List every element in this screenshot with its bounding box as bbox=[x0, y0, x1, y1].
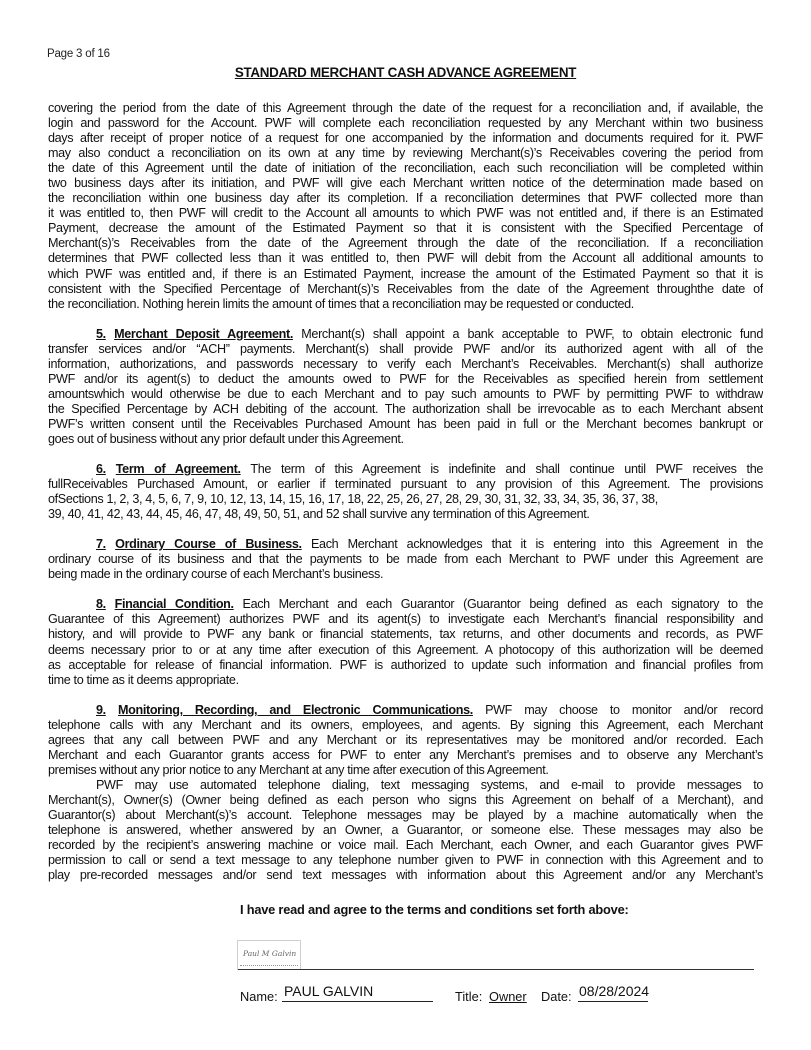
text-line: which PWF was entitled and, if there is an Estimated Payment, increase the amount of the Estimated Payment so that it is bbox=[48, 266, 763, 281]
section-number: 5. bbox=[96, 326, 106, 341]
text-line: login and password for the Account. PWF will complete each reconciliation requested by any Merchant within two business bbox=[48, 116, 763, 131]
name-field[interactable]: PAUL GALVIN bbox=[284, 983, 374, 999]
text-line: play pre-recorded messages and/or send text messages with information about this Agreement and/or any Merchant’s bbox=[48, 868, 763, 883]
signature-script: Paul M Galvin bbox=[243, 949, 297, 958]
section-first-line bbox=[48, 327, 763, 342]
text-line: the reconciliation within one business day after its completion. If a reconciliation determines that PWF collected more than bbox=[48, 191, 763, 206]
text-line: PWF’s written consent until the Receivables Purchased Amount has been paid in full or the Merchant becomes bankrupt or bbox=[48, 416, 763, 431]
text-line: determines that PWF collected less than it was entitled to, then PWF will debit from the Account all additional amounts to bbox=[48, 251, 763, 266]
page-number: Page 3 of 16 bbox=[47, 48, 110, 60]
title-field[interactable]: Owner bbox=[489, 989, 527, 1004]
text-line: covering the period from the date of this Agreement through the date of the request for a reconciliation and, if available, the bbox=[48, 101, 763, 115]
section-heading: Ordinary Course of Business. bbox=[115, 537, 302, 552]
text-line: telephone is answered, whether answered by an Owner, a Guarantor, or someone else. These messages may also be bbox=[48, 823, 763, 838]
text-line: permission to call or send a text message to any telephone number given to PWF in connection with this Agreement and to bbox=[48, 853, 763, 868]
text-line: agrees that any call between PWF and any Merchant or its representatives may be monitored and/or recorded. Each bbox=[48, 732, 763, 747]
text-line: may also conduct a reconciliation on its own at any time by reviewing Merchant(s)’s Receivables covering the period from bbox=[48, 146, 763, 161]
signature-line bbox=[238, 969, 754, 970]
text-line: ofSections 1, 2, 3, 4, 5, 6, 7, 9, 10, 12, 13, 14, 15, 16, 17, 18, 22, 25, 26, 27, 28, 29, 30, 31, 32, 33, 34, 35, 36, 37, 38, bbox=[48, 492, 658, 507]
text-line: recorded by the recipient’s answering machine or voice mail. Each Merchant, each Owner, and each Guarantor gives PWF bbox=[48, 838, 763, 853]
name-underline bbox=[282, 1001, 433, 1002]
text-line: Merchant and each Guarantor grants access for PWF to enter any Merchant’s premises and to observe any Merchant’s bbox=[48, 747, 763, 762]
agreement-statement: I have read and agree to the terms and conditions set forth above: bbox=[240, 902, 629, 917]
document-title: STANDARD MERCHANT CASH ADVANCE AGREEMENT bbox=[234, 65, 577, 80]
section-heading: Monitoring, Recording, and Electronic Communications. bbox=[118, 702, 473, 717]
section-first-line bbox=[48, 703, 763, 718]
date-label: Date: bbox=[541, 989, 572, 1004]
text: Each Merchant and each Guarantor (Guarantor being defined as each signatory to the bbox=[233, 597, 763, 612]
section-number: 8. bbox=[96, 597, 106, 612]
date-field[interactable]: 08/28/2024 bbox=[579, 983, 650, 999]
section-heading: Financial Condition. bbox=[114, 597, 234, 612]
signer-fields bbox=[0, 985, 811, 1005]
text-line: Merchant(s), Owner(s) (Owner being defined as each person who signs this Agreement on behalf of a Merchant), and bbox=[48, 792, 763, 807]
section-number: 9. bbox=[96, 702, 106, 717]
text-line: consistent with the Specified Percentage of Merchant(s)’s Receivables from the date of the Agreement throughthe date of bbox=[48, 281, 763, 296]
text-line: as acceptable for release of financial information. PWF is authorized to update such information and financial profiles from bbox=[48, 657, 763, 672]
text-line: Merchant(s)’s Receivables from the date of the Agreement through the date of the reconciliation. If a reconciliation bbox=[48, 236, 763, 251]
section-first-line bbox=[48, 537, 763, 552]
signature-image[interactable] bbox=[237, 940, 301, 970]
text-line: the reconciliation. Nothing herein limits the amount of times that a reconciliation may be requested or conducted. bbox=[48, 296, 634, 311]
date-underline bbox=[578, 1001, 648, 1002]
text-line: fullReceivables Purchased Amount, or earlier if terminated pursuant to any provision of this Agreement. The provisions bbox=[48, 477, 763, 492]
text-line: the Specified Percentage by ACH debiting of the account. The authorization shall be irrevocable as to each Merchant absent bbox=[48, 401, 763, 416]
text: The term of this Agreement is indefinite and shall continue until PWF receives the bbox=[240, 462, 763, 477]
section-heading: Merchant Deposit Agreement. bbox=[114, 326, 293, 341]
text-line: PWF may use automated telephone dialing, text messaging systems, and e-mail to provide messages to bbox=[96, 777, 763, 792]
text-line: information, authorizations, and passwords necessary to verify each Merchant’s Receivables. Merchant(s) shall authorize bbox=[48, 356, 763, 371]
signature-footer-mark bbox=[240, 965, 298, 968]
section-6-term-of-agreement bbox=[48, 462, 763, 522]
text-line: days after receipt of proper notice of a request for one accompanied by the information and documents required for it. PWF bbox=[48, 131, 763, 146]
section-5-merchant-deposit-agreement bbox=[48, 327, 763, 447]
document-body bbox=[48, 101, 763, 883]
text-line: the date of this Agreement until the date of initiation of the reconciliation, each such reconciliation will be completed within bbox=[48, 161, 763, 176]
text-line: deems necessary prior to or at any time after execution of this Agreement. A photocopy of this authorization will be deemed bbox=[48, 642, 763, 657]
section-8-financial-condition bbox=[48, 597, 763, 687]
section-number: 6. bbox=[96, 462, 106, 477]
text-line: history, and will provide to PWF any bank or financial statements, tax returns, and other documents and records, as PWF bbox=[48, 627, 763, 642]
section-first-line bbox=[48, 462, 763, 477]
section-9-monitoring-recording bbox=[48, 703, 763, 884]
text-line: amountswhich would otherwise be due to each Merchant and to pay such amounts to PWF by permitting PWF to withdraw bbox=[48, 386, 763, 401]
section-heading: Term of Agreement. bbox=[115, 462, 241, 477]
text-line: ordinary course of its business and that the payments to be made from each Merchant to PWF under this Agreement are bbox=[48, 552, 763, 567]
section-7-ordinary-course-of-business bbox=[48, 537, 763, 582]
section-number: 7. bbox=[96, 537, 106, 552]
section-first-line bbox=[48, 597, 763, 612]
text-line: PWF and/or its agent(s) to deduct the amounts owed to PWF for the Receivables as specified herein from settlement bbox=[48, 371, 763, 386]
name-label: Name: bbox=[240, 989, 278, 1004]
text-line: goes out of business without any prior default under this Agreement. bbox=[48, 431, 404, 446]
text-line: two business days after its initiation, and PWF will give each Merchant written notice of the determination made based on bbox=[48, 176, 763, 191]
paragraph-continuation bbox=[48, 101, 763, 312]
text-line: transfer services and/or “ACH” payments. Merchant(s) shall provide PWF and/or its authorized agent with all of the bbox=[48, 341, 763, 356]
text-line: Guarantee of this Agreement) authorizes PWF and its agent(s) to investigate each Merchant’s financial responsibility and bbox=[48, 612, 763, 627]
text-line: it was entitled to, then PWF will credit to the Account all amounts to which PWF was not entitled and, if there is an Estimated bbox=[48, 206, 763, 221]
text-line: 39, 40, 41, 42, 43, 44, 45, 46, 47, 48, 49, 50, 51, and 52 shall survive any termination of this Agreement. bbox=[48, 507, 590, 522]
text: PWF may choose to monitor and/or record bbox=[472, 702, 763, 717]
text: Merchant(s) shall appoint a bank acceptable to PWF, to obtain electronic fund bbox=[292, 326, 763, 341]
title-label: Title: bbox=[455, 989, 483, 1004]
text-line: being made in the ordinary course of each Merchant’s business. bbox=[48, 567, 384, 582]
text-line: telephone calls with any Merchant and its owners, employees, and agents. By signing this Agreement, each Merchant bbox=[48, 717, 763, 732]
text-line: premises without any prior notice to any Merchant at any time after execution of this Agreement. bbox=[48, 762, 549, 777]
text: Each Merchant acknowledges that it is entering into this Agreement in the bbox=[301, 537, 763, 552]
text-line: time to time as it deems appropriate. bbox=[48, 672, 239, 687]
text-line: Payment, decrease the amount of the Estimated Payment so that it is consistent with the Specified Percentage of bbox=[48, 221, 763, 236]
text-line: Guarantor(s) about Merchant(s)’s account. Telephone messages may be played by a machine automatically when the bbox=[48, 807, 763, 822]
